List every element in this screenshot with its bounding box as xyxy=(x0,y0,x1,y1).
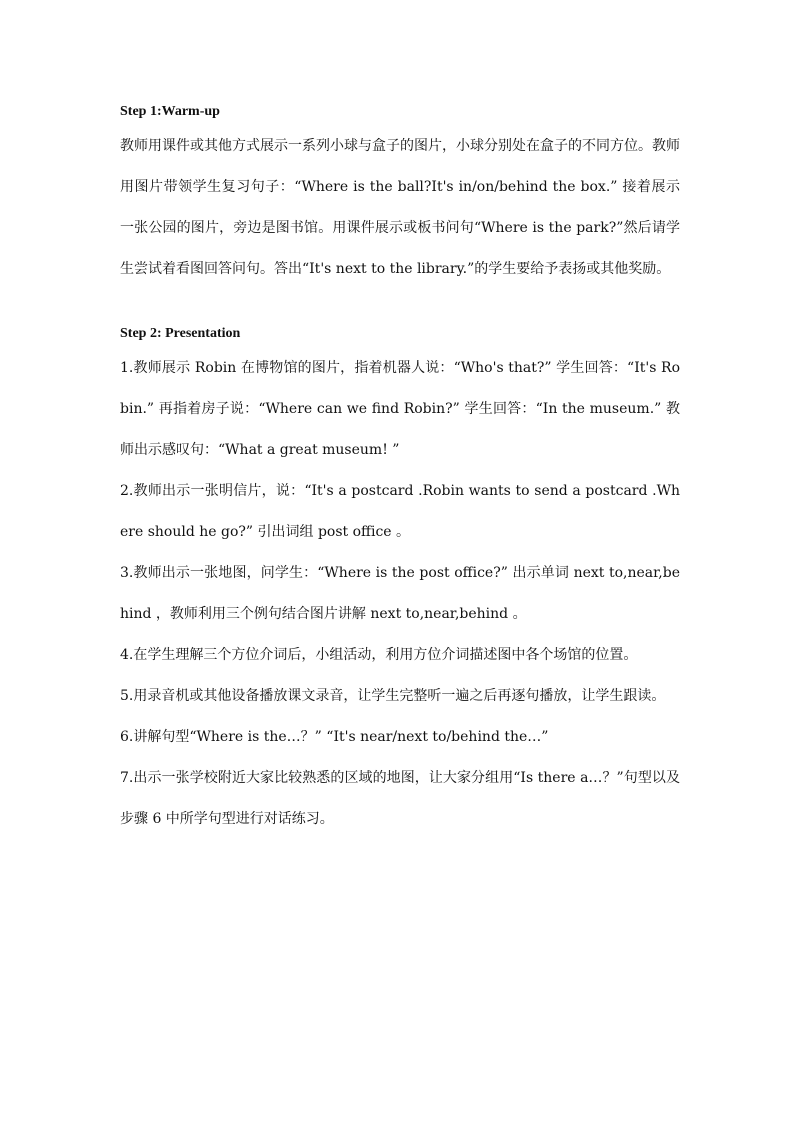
step2-item-4: 4.在学生理解三个方位介词后，小组活动，利用方位介词描述图中各个场馆的位置。 xyxy=(120,647,638,663)
step1-heading: Step 1:Warm-up xyxy=(120,104,220,119)
step2-heading: Step 2: Presentation xyxy=(120,326,241,341)
step2-item-3: 3.教师出示一张地图，问学生：“Where is the post office?” 出示单词 next to,near,behind ，教师利用三个例句结合图片讲解 next to,near,behind 。 xyxy=(120,565,680,622)
step2-item-7: 7.出示一张学校附近大家比较熟悉的区域的地图，让大家分组用“Is there a…？”句型以及步骤 6 中所学句型进行对话练习。 xyxy=(120,770,680,827)
step2-item-6: 6.讲解句型“Where is the…？” “It's near/next to/behind the…” xyxy=(120,729,549,745)
section-spacer xyxy=(120,290,680,320)
step1-paragraph: 教师用课件或其他方式展示一系列小球与盒子的图片，小球分别处在盒子的不同方位。教师用图片带领学生复习句子：“Where is the ball?It's in/on/behind the box.” 接着展示一张公园的图片，旁边是图书馆。用课件展示或板书问句“Where is the park?”然后请学生尝试着看图回答问句。答出“It's next to the library.”的学生要给予表扬或其他奖励。 xyxy=(120,138,680,277)
step2-item-5: 5.用录音机或其他设备播放课文录音，让学生完整听一遍之后再逐句播放，让学生跟读。 xyxy=(120,688,666,704)
step2-item-1: 1.教师展示 Robin 在博物馆的图片，指着机器人说：“Who's that?” 学生回答：“It's Robin.” 再指着房子说：“Where can we find Robin?” 学生回答：“In the museum.” 教师出示感叹句：“What a great museum! ” xyxy=(120,360,680,458)
document-body xyxy=(120,98,680,840)
step2-item-2: 2.教师出示一张明信片，说：“It's a postcard .Robin wants to send a postcard .Where should he go?” 引出词组 post office 。 xyxy=(120,483,680,540)
